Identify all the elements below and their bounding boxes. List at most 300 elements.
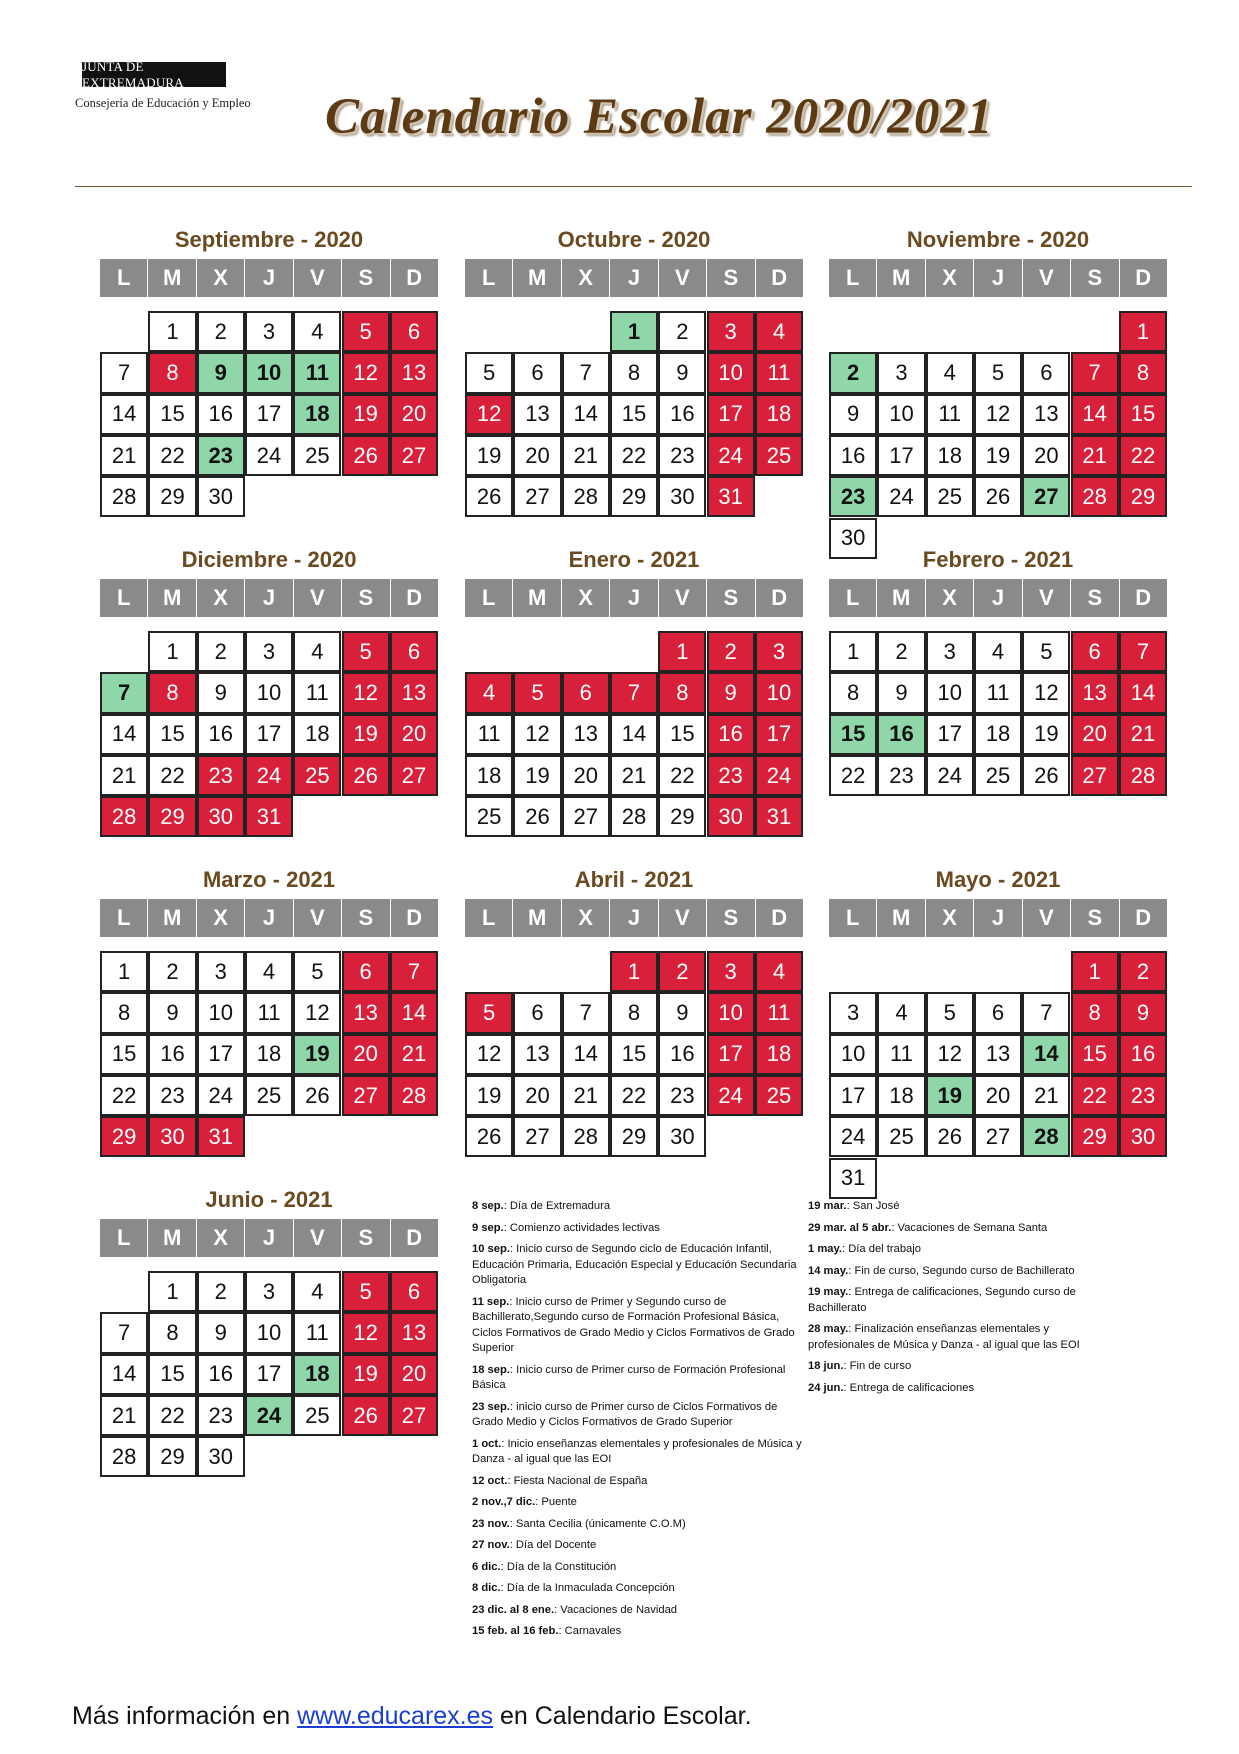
day-cell: 6 xyxy=(390,1271,438,1312)
day-cell: 25 xyxy=(245,1075,293,1116)
calendar-note xyxy=(472,1242,802,1289)
day-cell: 22 xyxy=(148,435,196,476)
day-cell: 18 xyxy=(293,394,341,435)
weekday-label: J xyxy=(245,579,293,617)
day-cell: 19 xyxy=(293,1034,341,1075)
day-cell: 11 xyxy=(755,992,803,1033)
day-cell: 28 xyxy=(1119,755,1167,796)
day-cell: 18 xyxy=(245,1034,293,1075)
note-text: : Vacaciones de Semana Santa xyxy=(891,1221,1048,1234)
weekday-label: L xyxy=(829,259,877,297)
day-cell: 3 xyxy=(707,311,755,352)
day-cell: 7 xyxy=(100,352,148,393)
day-cell: 16 xyxy=(877,714,925,755)
note-text: : Comienzo actividades lectivas xyxy=(503,1221,660,1234)
weekday-label: D xyxy=(391,579,438,617)
weekday-label: X xyxy=(562,899,610,937)
day-cell: 11 xyxy=(877,1034,925,1075)
day-cell: 12 xyxy=(293,992,341,1033)
day-cell: 11 xyxy=(926,394,974,435)
day-cell: 10 xyxy=(707,352,755,393)
note-text: : Santa Cecilia (únicamente C.O.M) xyxy=(509,1517,686,1530)
weekday-label: L xyxy=(465,259,513,297)
day-cell: 9 xyxy=(707,672,755,713)
day-cell: 13 xyxy=(974,1034,1022,1075)
day-cell: 11 xyxy=(293,352,341,393)
day-cell: 17 xyxy=(829,1075,877,1116)
day-cell: 9 xyxy=(1119,992,1167,1033)
note-date: 23 dic. al 8 ene. xyxy=(472,1603,555,1616)
day-cell: 21 xyxy=(562,1075,610,1116)
day-cell: 21 xyxy=(562,435,610,476)
weekday-label: M xyxy=(148,899,196,937)
day-cell: 6 xyxy=(513,992,561,1033)
weekday-label: D xyxy=(1120,899,1167,937)
weekday-label: X xyxy=(926,899,974,937)
calendar-note xyxy=(472,1538,802,1554)
note-date: 19 mar. xyxy=(808,1200,847,1212)
weekday-label: M xyxy=(148,1219,196,1257)
day-cell: 15 xyxy=(829,714,877,755)
note-text: : Inicio enseñanzas elementales y profesionales de Música y Danza - al igual que las EOI xyxy=(472,1437,802,1465)
day-cell: 12 xyxy=(342,1312,390,1353)
day-cell: 17 xyxy=(926,714,974,755)
day-cell: 20 xyxy=(390,1354,438,1395)
day-cell: 20 xyxy=(342,1034,390,1075)
weekday-header xyxy=(100,579,438,617)
note-text: : Día de la Inmaculada Concepción xyxy=(500,1582,675,1594)
day-cell: 19 xyxy=(974,435,1022,476)
day-cell: 19 xyxy=(926,1075,974,1116)
day-cell: 30 xyxy=(148,1116,196,1157)
day-cell: 10 xyxy=(245,672,293,713)
note-text: : Día de Extremadura xyxy=(503,1200,611,1212)
day-cell: 18 xyxy=(755,1034,803,1075)
day-cell: 21 xyxy=(1119,714,1167,755)
day-cell: 21 xyxy=(390,1034,438,1075)
weekday-label: J xyxy=(245,899,293,937)
day-cell: 8 xyxy=(658,672,706,713)
note-date: 24 jun. xyxy=(808,1381,844,1394)
day-cell: 12 xyxy=(465,394,513,435)
weekday-label: M xyxy=(513,899,561,937)
month-title: Mayo - 2021 xyxy=(935,867,1061,892)
day-cell: 27 xyxy=(390,435,438,476)
day-cell: 8 xyxy=(1071,992,1119,1033)
day-cell: 17 xyxy=(245,714,293,755)
day-cell: 27 xyxy=(513,476,561,517)
weekday-label: S xyxy=(1071,259,1119,297)
day-cell: 28 xyxy=(100,476,148,517)
day-cell: 28 xyxy=(610,796,658,837)
day-cell: 30 xyxy=(197,1436,245,1477)
note-date: 23 sep. xyxy=(472,1400,510,1413)
day-cell: 3 xyxy=(707,951,755,992)
day-cell: 14 xyxy=(390,992,438,1033)
weekday-header xyxy=(465,259,803,297)
day-cell: 23 xyxy=(148,1075,196,1116)
day-cell: 25 xyxy=(755,1075,803,1116)
weekday-label: V xyxy=(1023,899,1071,937)
day-cell: 9 xyxy=(148,992,196,1033)
day-cell: 17 xyxy=(707,1034,755,1075)
day-cell: 10 xyxy=(926,672,974,713)
weekday-label: J xyxy=(974,579,1022,617)
weekday-label: X xyxy=(926,259,974,297)
day-cell: 8 xyxy=(148,1312,196,1353)
day-cell: 29 xyxy=(658,796,706,837)
weekday-label: V xyxy=(1023,259,1071,297)
day-cell: 14 xyxy=(100,394,148,435)
day-cell: 4 xyxy=(755,311,803,352)
weekday-label: L xyxy=(465,579,513,617)
weekday-label: M xyxy=(877,579,925,617)
note-text: : Carnavales xyxy=(558,1625,622,1637)
day-cell: 7 xyxy=(100,1312,148,1353)
day-cell: 20 xyxy=(513,435,561,476)
calendar-note xyxy=(472,1221,802,1237)
day-cell: 26 xyxy=(293,1075,341,1116)
day-cell: 5 xyxy=(342,631,390,672)
weekday-header xyxy=(465,579,803,617)
calendar-note xyxy=(808,1199,1113,1215)
day-cell: 7 xyxy=(562,992,610,1033)
day-cell: 18 xyxy=(293,1354,341,1395)
day-cell: 30 xyxy=(197,796,245,837)
day-cell: 4 xyxy=(293,631,341,672)
day-cell: 7 xyxy=(1071,352,1119,393)
weekday-header xyxy=(465,899,803,937)
day-cell: 31 xyxy=(707,476,755,517)
day-cell: 12 xyxy=(974,394,1022,435)
weekday-label: M xyxy=(148,259,196,297)
day-cell: 23 xyxy=(197,1395,245,1436)
calendar-note xyxy=(808,1322,1113,1353)
day-cell: 24 xyxy=(245,755,293,796)
day-cell: 12 xyxy=(465,1034,513,1075)
day-cell: 14 xyxy=(100,1354,148,1395)
day-cell: 15 xyxy=(100,1034,148,1075)
weekday-label: V xyxy=(659,899,707,937)
calendar-note xyxy=(472,1437,802,1468)
day-cell: 12 xyxy=(342,672,390,713)
weekday-label: M xyxy=(513,259,561,297)
day-cell: 24 xyxy=(926,755,974,796)
day-cell: 3 xyxy=(829,992,877,1033)
day-cell: 2 xyxy=(148,951,196,992)
day-cell: 2 xyxy=(658,311,706,352)
day-cell: 18 xyxy=(926,435,974,476)
day-cell: 29 xyxy=(610,476,658,517)
month-title: Diciembre - 2020 xyxy=(181,547,357,572)
day-cell: 11 xyxy=(755,352,803,393)
calendar-note xyxy=(472,1474,802,1490)
day-cell: 10 xyxy=(877,394,925,435)
day-cell: 1 xyxy=(148,311,196,352)
day-cell: 10 xyxy=(245,1312,293,1353)
day-cell: 22 xyxy=(148,1395,196,1436)
note-text: : inicio curso de Primer curso de Ciclos Formativos de Grado Medio y Ciclos Formativos de Grado Superior xyxy=(472,1400,778,1428)
weekday-label: L xyxy=(100,899,148,937)
day-cell: 16 xyxy=(829,435,877,476)
weekday-label: L xyxy=(100,1219,148,1257)
note-text: : Fin de curso xyxy=(843,1360,912,1372)
weekday-label: L xyxy=(100,259,148,297)
day-cell: 1 xyxy=(100,951,148,992)
day-cell: 4 xyxy=(293,311,341,352)
day-cell: 2 xyxy=(877,631,925,672)
note-date: 19 may. xyxy=(808,1286,849,1298)
calendar-note xyxy=(472,1495,802,1511)
day-cell: 26 xyxy=(342,435,390,476)
day-cell: 25 xyxy=(755,435,803,476)
day-cell: 29 xyxy=(148,1436,196,1477)
day-cell: 5 xyxy=(465,992,513,1033)
day-cell: 6 xyxy=(342,951,390,992)
note-text: : Vacaciones de Navidad xyxy=(554,1603,678,1616)
day-cell: 9 xyxy=(658,352,706,393)
weekday-label: D xyxy=(1120,579,1167,617)
note-text: : Fin de curso, Segundo curso de Bachillerato xyxy=(848,1264,1075,1277)
calendar-note xyxy=(808,1221,1113,1237)
day-cell: 8 xyxy=(610,992,658,1033)
day-cell: 6 xyxy=(390,311,438,352)
weekday-label: L xyxy=(829,579,877,617)
weekday-label: X xyxy=(562,259,610,297)
day-cell: 23 xyxy=(658,435,706,476)
day-cell: 24 xyxy=(197,1075,245,1116)
weekday-label: D xyxy=(756,259,803,297)
day-cell: 9 xyxy=(197,352,245,393)
day-cell: 20 xyxy=(1071,714,1119,755)
day-cell: 8 xyxy=(100,992,148,1033)
weekday-label: J xyxy=(245,259,293,297)
day-cell: 23 xyxy=(829,476,877,517)
day-cell: 15 xyxy=(148,394,196,435)
day-cell: 27 xyxy=(1071,755,1119,796)
day-cell: 6 xyxy=(1022,352,1070,393)
day-cell: 1 xyxy=(610,951,658,992)
day-cell: 11 xyxy=(245,992,293,1033)
weekday-label: L xyxy=(465,899,513,937)
note-date: 14 may. xyxy=(808,1264,849,1277)
title-divider xyxy=(75,186,1192,187)
weekday-label: X xyxy=(562,579,610,617)
day-cell: 19 xyxy=(342,714,390,755)
day-cell: 4 xyxy=(293,1271,341,1312)
weekday-label: M xyxy=(877,259,925,297)
weekday-header xyxy=(100,1219,438,1257)
day-cell: 15 xyxy=(658,714,706,755)
day-cell: 20 xyxy=(390,394,438,435)
day-cell: 1 xyxy=(1119,311,1167,352)
day-cell: 19 xyxy=(342,394,390,435)
day-cell: 15 xyxy=(148,714,196,755)
day-cell: 21 xyxy=(100,1395,148,1436)
calendar-note xyxy=(472,1560,802,1576)
day-cell: 6 xyxy=(513,352,561,393)
weekday-label: S xyxy=(707,259,755,297)
day-cell: 8 xyxy=(148,672,196,713)
day-cell: 14 xyxy=(1071,394,1119,435)
day-cell: 3 xyxy=(245,1271,293,1312)
day-cell: 26 xyxy=(465,476,513,517)
day-cell: 20 xyxy=(390,714,438,755)
day-cell: 30 xyxy=(1119,1116,1167,1157)
day-cell: 7 xyxy=(1119,631,1167,672)
weekday-header xyxy=(829,259,1167,297)
day-cell: 1 xyxy=(658,631,706,672)
weekday-label: X xyxy=(197,1219,245,1257)
day-cell: 2 xyxy=(1119,951,1167,992)
day-cell: 12 xyxy=(1022,672,1070,713)
day-cell: 4 xyxy=(465,672,513,713)
month-title: Marzo - 2021 xyxy=(202,867,336,892)
day-cell: 20 xyxy=(513,1075,561,1116)
weekday-label: J xyxy=(974,259,1022,297)
day-cell: 28 xyxy=(390,1075,438,1116)
day-cell: 19 xyxy=(465,435,513,476)
logo-text: JUNTA DE EXTREMADURA xyxy=(82,58,184,90)
calendar-note xyxy=(808,1359,1113,1375)
day-cell: 22 xyxy=(610,435,658,476)
day-cell: 2 xyxy=(197,311,245,352)
day-cell: 30 xyxy=(707,796,755,837)
day-cell: 28 xyxy=(100,796,148,837)
day-cell: 16 xyxy=(197,714,245,755)
day-cell: 22 xyxy=(658,755,706,796)
day-cell: 10 xyxy=(755,672,803,713)
weekday-label: V xyxy=(659,579,707,617)
day-cell: 8 xyxy=(610,352,658,393)
day-cell: 29 xyxy=(1119,476,1167,517)
day-cell: 7 xyxy=(562,352,610,393)
day-cell: 11 xyxy=(293,1312,341,1353)
weekday-label: S xyxy=(342,1219,390,1257)
note-date: 23 nov. xyxy=(472,1517,510,1530)
day-cell: 9 xyxy=(197,672,245,713)
day-cell: 16 xyxy=(197,1354,245,1395)
day-cell: 9 xyxy=(658,992,706,1033)
day-cell: 16 xyxy=(707,714,755,755)
day-cell: 23 xyxy=(877,755,925,796)
weekday-header xyxy=(100,899,438,937)
day-cell: 16 xyxy=(1119,1034,1167,1075)
note-date: 18 sep. xyxy=(472,1363,510,1376)
day-cell: 14 xyxy=(610,714,658,755)
weekday-label: J xyxy=(974,899,1022,937)
day-cell: 10 xyxy=(197,992,245,1033)
day-cell: 23 xyxy=(707,755,755,796)
day-cell: 5 xyxy=(1022,631,1070,672)
note-text: : Entrega de calificaciones xyxy=(843,1381,975,1394)
notes-right xyxy=(808,1199,1113,1402)
weekday-label: M xyxy=(148,579,196,617)
calendar-note xyxy=(472,1603,802,1619)
day-cell: 13 xyxy=(390,352,438,393)
day-cell: 17 xyxy=(755,714,803,755)
consejeria-subtitle: Consejería de Educación y Empleo xyxy=(75,96,251,110)
note-text: : Día del Docente xyxy=(509,1539,597,1551)
day-cell: 26 xyxy=(974,476,1022,517)
day-cell: 22 xyxy=(610,1075,658,1116)
calendar-note xyxy=(472,1624,802,1640)
day-cell: 15 xyxy=(610,394,658,435)
day-cell: 30 xyxy=(658,1116,706,1157)
weekday-label: S xyxy=(342,899,390,937)
calendar-note xyxy=(472,1295,802,1357)
day-cell: 21 xyxy=(100,435,148,476)
day-cell: 1 xyxy=(610,311,658,352)
weekday-label: D xyxy=(391,259,438,297)
weekday-label: X xyxy=(926,579,974,617)
note-text: : Día de la Constitución xyxy=(500,1560,617,1573)
weekday-label: V xyxy=(294,259,342,297)
day-cell: 29 xyxy=(148,796,196,837)
day-cell: 30 xyxy=(829,518,877,559)
weekday-label: V xyxy=(1023,579,1071,617)
note-text: : Día del trabajo xyxy=(842,1243,921,1255)
calendar-note xyxy=(472,1199,802,1215)
day-cell: 25 xyxy=(293,755,341,796)
weekday-label: M xyxy=(877,899,925,937)
day-cell: 1 xyxy=(829,631,877,672)
day-cell: 5 xyxy=(974,352,1022,393)
day-cell: 24 xyxy=(755,755,803,796)
day-cell: 13 xyxy=(513,394,561,435)
day-cell: 5 xyxy=(926,992,974,1033)
weekday-label: J xyxy=(610,579,658,617)
day-cell: 22 xyxy=(829,755,877,796)
day-cell: 27 xyxy=(1022,476,1070,517)
day-cell: 9 xyxy=(877,672,925,713)
educarex-link[interactable]: www.educarex.es xyxy=(297,1702,494,1730)
day-cell: 19 xyxy=(342,1354,390,1395)
weekday-label: D xyxy=(391,899,438,937)
weekday-label: D xyxy=(756,579,803,617)
day-cell: 31 xyxy=(245,796,293,837)
day-cell: 30 xyxy=(658,476,706,517)
weekday-label: S xyxy=(342,579,390,617)
day-cell: 20 xyxy=(974,1075,1022,1116)
note-text: : Inicio curso de Primer curso de Formación Profesional Básica xyxy=(472,1363,786,1391)
month-title: Noviembre - 2020 xyxy=(906,227,1090,252)
day-cell: 15 xyxy=(1071,1034,1119,1075)
day-cell: 14 xyxy=(562,1034,610,1075)
day-cell: 26 xyxy=(1022,755,1070,796)
day-cell: 2 xyxy=(829,352,877,393)
weekday-label: V xyxy=(294,899,342,937)
day-cell: 29 xyxy=(148,476,196,517)
month-title: Junio - 2021 xyxy=(205,1187,333,1212)
day-cell: 6 xyxy=(562,672,610,713)
day-cell: 4 xyxy=(755,951,803,992)
day-cell: 4 xyxy=(926,352,974,393)
calendar-note xyxy=(808,1381,1113,1397)
day-cell: 24 xyxy=(829,1116,877,1157)
day-cell: 21 xyxy=(1022,1075,1070,1116)
day-cell: 29 xyxy=(1071,1116,1119,1157)
notes-left xyxy=(472,1199,802,1651)
day-cell: 5 xyxy=(465,352,513,393)
day-cell: 28 xyxy=(100,1436,148,1477)
weekday-label: V xyxy=(659,259,707,297)
note-date: 27 nov. xyxy=(472,1539,510,1551)
note-text: : San José xyxy=(846,1200,900,1212)
day-cell: 5 xyxy=(293,951,341,992)
day-cell: 14 xyxy=(1119,672,1167,713)
day-cell: 6 xyxy=(974,992,1022,1033)
